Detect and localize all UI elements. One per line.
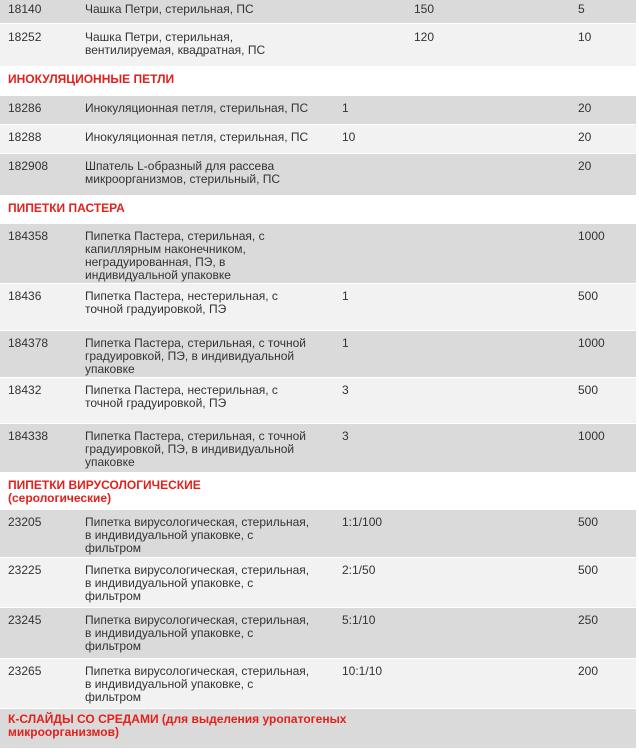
product-name: Чашка Петри, стерильная, вентилируемая, квадратная, ПС — [85, 30, 266, 57]
quantity-per-case: 20 — [578, 101, 592, 115]
product-name: Пипетка Пастера, стерильная, с капиллярным наконечником, неградуированная, ПЭ, в индивидуальной упаковке — [85, 229, 265, 282]
table-row — [0, 96, 636, 125]
product-code: 18140 — [8, 2, 42, 16]
table-row — [0, 24, 636, 67]
section-header — [0, 67, 636, 96]
pack-value: 1 — [342, 101, 349, 115]
product-name: Инокуляционная петля, стерильная, ПС — [85, 130, 309, 144]
table-row — [0, 154, 636, 196]
table-row — [0, 558, 636, 608]
section-title: ПИПЕТКИ ВИРУСОЛОГИЧЕСКИЕ (серологические) — [8, 478, 201, 505]
product-name: Пипетка вирусологическая, стерильная, в индивидуальной упаковке, с фильтром — [85, 515, 310, 555]
product-code: 23245 — [8, 613, 42, 627]
product-code: 18288 — [8, 130, 42, 144]
section-title: К-СЛАЙДЫ СО СРЕДАМИ (для выделения уропатогеных микроорганизмов) — [8, 712, 347, 739]
section-title: ИНОКУЛЯЦИОННЫЕ ПЕТЛИ — [8, 72, 175, 86]
quantity-per-case: 200 — [578, 664, 599, 678]
product-name: Инокуляционная петля, стерильная, ПС — [85, 101, 309, 115]
quantity-per-case: 20 — [578, 159, 592, 173]
pack-value: 3 — [342, 429, 349, 443]
quantity-value: 150 — [414, 2, 435, 16]
product-code: 18432 — [8, 383, 42, 397]
pack-value: 10:1/10 — [342, 664, 383, 678]
pack-value: 10 — [342, 130, 356, 144]
product-name: Пипетка Пастера, нестерильная, с точной градуировкой, ПЭ — [85, 383, 278, 410]
pack-value: 5:1/10 — [342, 613, 376, 627]
quantity-per-case: 20 — [578, 130, 592, 144]
quantity-per-case: 10 — [578, 30, 592, 44]
quantity-per-case: 1000 — [578, 229, 605, 243]
quantity-per-case: 500 — [578, 515, 599, 529]
product-code: 23205 — [8, 515, 42, 529]
pack-value: 1 — [342, 336, 349, 350]
product-name: Пипетка Пастера, стерильная, с точной градуировкой, ПЭ, в индивидуальной упаковке — [85, 429, 306, 469]
section-header — [0, 196, 636, 224]
section-header — [0, 709, 636, 749]
section-subtitle: (серологические) — [8, 491, 112, 505]
table-row — [0, 424, 636, 473]
product-code: 18286 — [8, 101, 42, 115]
product-code: 23265 — [8, 664, 42, 678]
quantity-per-case: 500 — [578, 289, 599, 303]
table-row — [0, 331, 636, 378]
product-name: Пипетка вирусологическая, стерильная, в индивидуальной упаковке, с фильтром — [85, 664, 310, 704]
table-row — [0, 510, 636, 558]
product-code: 182908 — [8, 159, 49, 173]
table-row — [0, 284, 636, 331]
section-header — [0, 473, 636, 510]
product-code: 184338 — [8, 429, 49, 443]
product-code: 23225 — [8, 563, 42, 577]
product-name: Пипетка вирусологическая, стерильная, в индивидуальной упаковке, с фильтром — [85, 563, 310, 603]
pack-value: 1:1/100 — [342, 515, 383, 529]
table-row — [0, 659, 636, 709]
quantity-value: 120 — [414, 30, 435, 44]
pack-value: 2:1/50 — [342, 563, 376, 577]
product-code: 184358 — [8, 229, 49, 243]
product-code: 18436 — [8, 289, 42, 303]
quantity-per-case: 1000 — [578, 336, 605, 350]
quantity-per-case: 500 — [578, 563, 599, 577]
product-name: Пипетка Пастера, нестерильная, с точной градуировкой, ПЭ — [85, 289, 278, 316]
product-code: 184378 — [8, 336, 49, 350]
table-row — [0, 378, 636, 424]
quantity-per-case: 500 — [578, 383, 599, 397]
product-name: Пипетка вирусологическая, стерильная, в индивидуальной упаковке, с фильтром — [85, 613, 310, 653]
table-row — [0, 224, 636, 284]
quantity-per-case: 250 — [578, 613, 599, 627]
product-code: 18252 — [8, 30, 42, 44]
pack-value: 1 — [342, 289, 349, 303]
quantity-per-case: 5 — [578, 2, 585, 16]
product-name: Пипетка Пастера, стерильная, с точной градуировкой, ПЭ, в индивидуальной упаковке — [85, 336, 306, 376]
product-name: Шпатель L-образный для рассева микроорганизмов, стерильный, ПС — [85, 159, 281, 186]
section-subtitle: микроорганизмов) — [8, 725, 119, 739]
quantity-per-case: 1000 — [578, 429, 605, 443]
table-row — [0, 125, 636, 154]
product-name: Чашка Петри, стерильная, ПС — [85, 2, 254, 16]
pack-value: 3 — [342, 383, 349, 397]
table-row — [0, 608, 636, 659]
table-row — [0, 0, 636, 24]
section-title: ПИПЕТКИ ПАСТЕРА — [8, 201, 125, 215]
